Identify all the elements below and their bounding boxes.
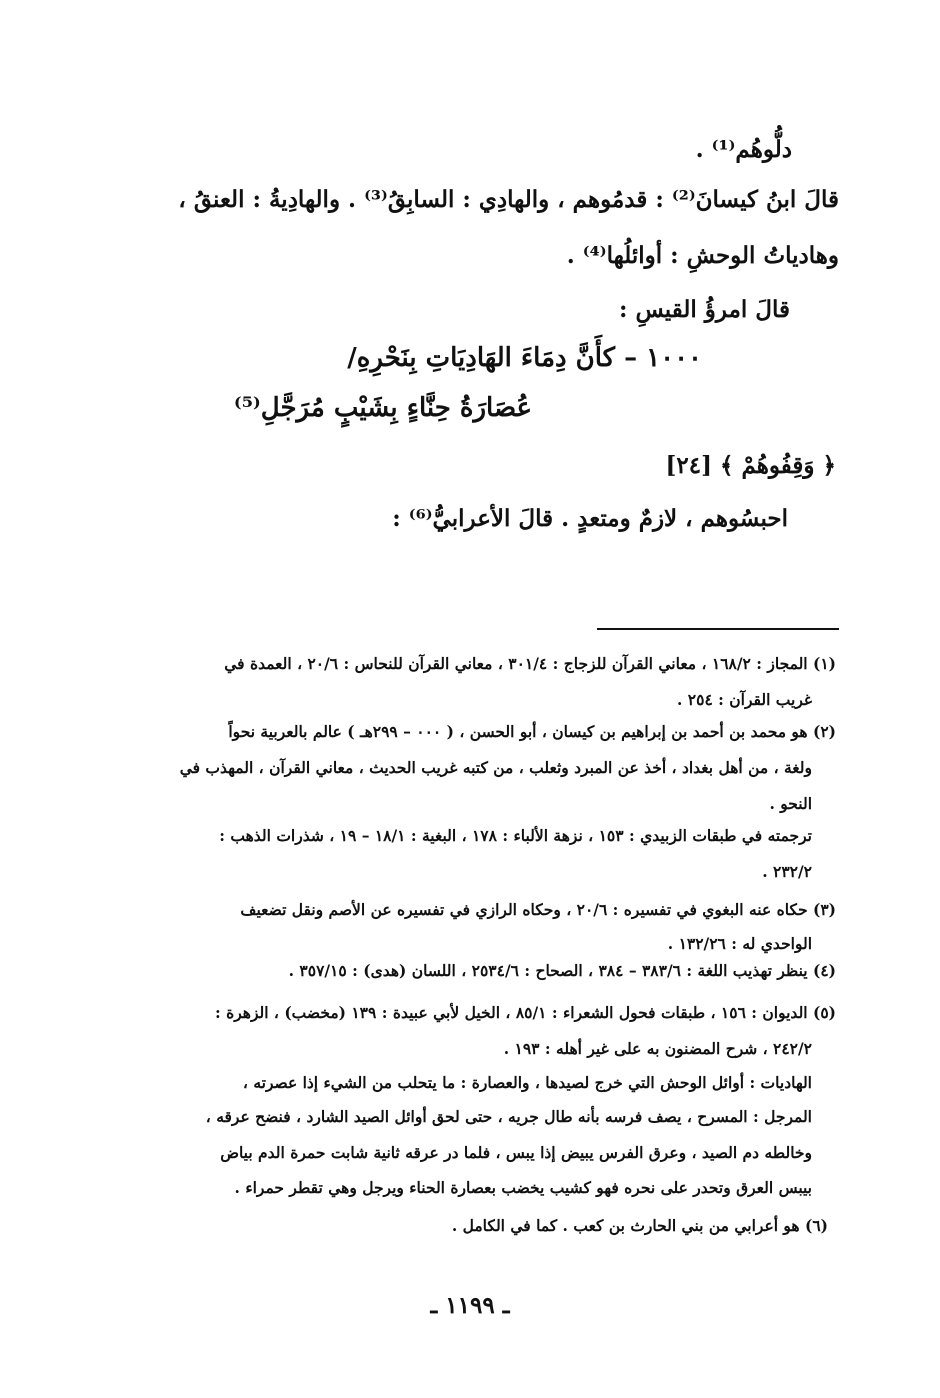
verse-second-hemistich: عُصَارَةُ حِنَّاءٍ بِشَيْبٍ مُرَجَّلِ⁽⁵⁾ [233, 393, 532, 423]
footnote-line: ولغة ، من أهل بغداد ، أخذ عن المبرد وثعلب ، من كتبه غريب الحديث ، معاني القرآن ، المهذب في [179, 758, 812, 777]
footnote-line: الواحدي له : ١٣٢/٢٦ . [667, 934, 812, 953]
footnote-line: غريب القرآن : ٢٥٤ . [677, 690, 812, 709]
quran-verse-heading: ﴿ وَقِفُوهُمْ ﴾ [٢٤] [665, 452, 836, 479]
footnote-line: (١) المجاز : ١٦٨/٢ ، معاني القرآن للزجاج : ٣٠١/٤ ، معاني القرآن للنحاس : ٢٠/٦ ، العمدة في [224, 654, 836, 673]
text-line-2: قالَ ابنُ كيسانَ⁽²⁾ : قدمُوهم ، والهادِي : السابِقُ⁽³⁾ . والهادِيةُ : العنقُ ، [178, 186, 839, 213]
page-number: ـ ١١٩٩ ـ [430, 1292, 510, 1319]
footnote-line: ٢٣٢/٢ . [762, 862, 812, 881]
text-line-1: دلُّوهُم⁽¹⁾ . [695, 136, 792, 163]
footnote-line: (٣) حكاه عنه البغوي في تفسيره : ٢٠/٦ ، وحكاه الرازي في تفسيره عن الأصم ونقل تضعيف [240, 900, 836, 919]
footnote-line: الهاديات : أوائل الوحش التي خرج لصيدها ، والعصارة : ما يتحلب من الشيء إذا عصرته ، [242, 1073, 812, 1092]
text-line-3: وهادياتُ الوحشِ : أوائلُها⁽⁴⁾ . [566, 242, 839, 269]
footnote-line: (٢) هو محمد بن أحمد بن إبراهيم بن كيسان ، أبو الحسن ، ( ٠٠٠ – ٢٩٩هـ ) عالم بالعربية نحواً [228, 722, 836, 741]
footnote-separator [597, 628, 839, 630]
text-line-4: قالَ امرؤُ القيسِ : [618, 296, 790, 323]
footnote-line: بيبس العرق وتحدر على نحره فهو كشيب يخضب بعصارة الحناء ويرجل وهي تقطر حمراء . [234, 1178, 812, 1197]
footnote-line: النحو . [769, 794, 812, 813]
text-line-5: احبسُوهم ، لازمٌ ومتعدٍ . قالَ الأعرابيُّ⁽⁶⁾ : [392, 505, 788, 532]
verse-first-hemistich: ١٠٠٠ – كأَنَّ دِمَاءَ الهَادِيَاتِ بِنَحْرِهِ/ [347, 343, 702, 373]
footnote-line: وخالطه دم الصيد ، وعرق الفرس يبيض إذا يبس ، فلما در عرقه ثانية شابت حمرة الدم بياض [220, 1143, 812, 1162]
footnote-line: (٥) الديوان : ١٥٦ ، طبقات فحول الشعراء : ٨٥/١ ، الخيل لأبي عبيدة : ١٣٩ (مخضب) ، الزهرة : [214, 1003, 836, 1022]
footnote-line: (٦) هو أعرابي من بني الحارث بن كعب . كما في الكامل . [451, 1216, 828, 1235]
footnote-line: ٢٤٢/٢ ، شرح المضنون به على غير أهله : ١٩٣ . [503, 1039, 812, 1058]
footnote-line: (٤) ينظر تهذيب اللغة : ٣٨٣/٦ – ٣٨٤ ، الصحاح : ٢٥٣٤/٦ ، اللسان (هدى) : ٣٥٧/١٥ . [288, 961, 836, 980]
footnote-line: المرجل : المسرح ، يصف فرسه بأنه طال جريه ، حتى لحق أوائل الصيد الشارد ، فنضح عرقه ، [205, 1107, 812, 1126]
footnote-line: ترجمته في طبقات الزبيدي : ١٥٣ ، نزهة الألباء : ١٧٨ ، البغية : ١٨/١ – ١٩ ، شذرات الذهب : [219, 826, 812, 845]
